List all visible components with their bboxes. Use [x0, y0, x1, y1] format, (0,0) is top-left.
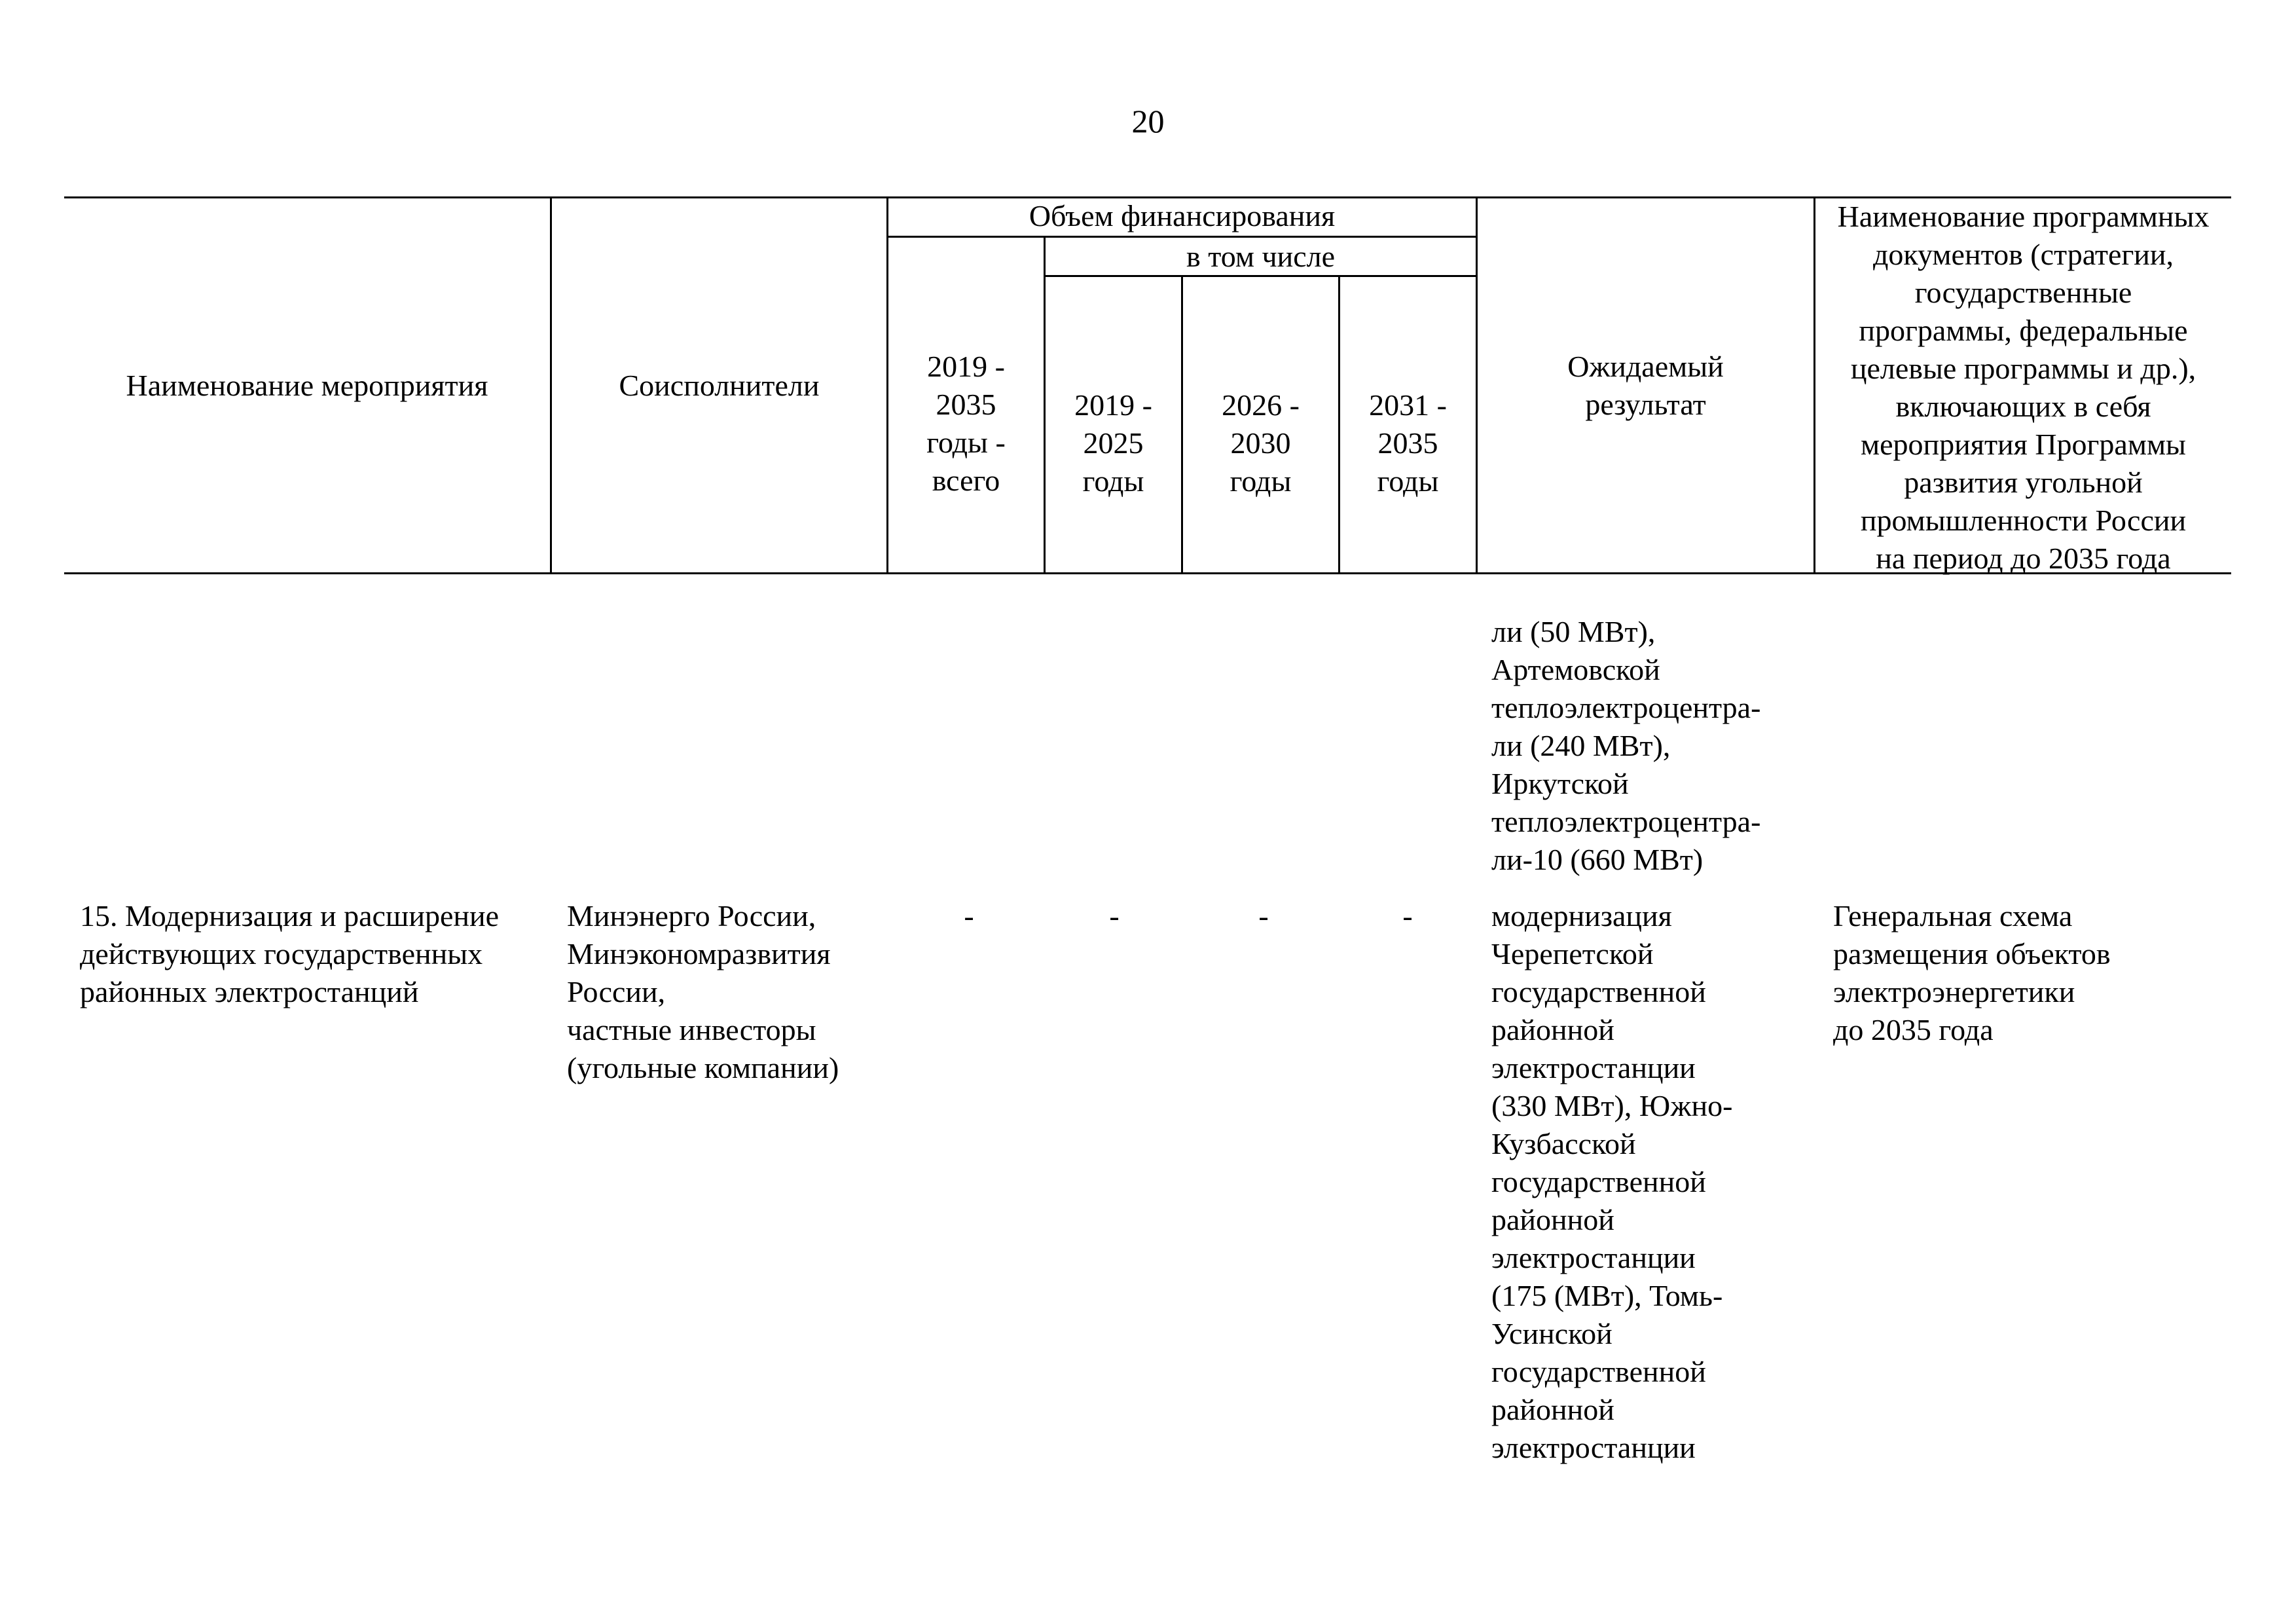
- header-program-docs-line: государственные: [1914, 276, 2132, 309]
- table-cell-line: до 2035 года: [1833, 1013, 1994, 1046]
- table-cell-line: 15. Модернизация и расширение: [80, 899, 500, 932]
- header-2031-2035-line: 2035: [1377, 426, 1438, 460]
- table-cell-line: районных электростанций: [80, 975, 419, 1008]
- table-cell-line: государственной: [1491, 1355, 1706, 1388]
- header-coexecutors-text: Соисполнители: [619, 368, 820, 402]
- table-cell-line: Усинской: [1491, 1317, 1613, 1350]
- row15-event-name: [80, 897, 551, 1011]
- header-program-docs-line: мероприятия Программы: [1861, 428, 2186, 461]
- table-cell-line: модернизация: [1491, 899, 1672, 932]
- table-cell-line: ли (240 МВт),: [1491, 729, 1671, 762]
- header-program-docs-line: документов (стратегии,: [1872, 238, 2174, 271]
- table-cell-line: государственной: [1491, 975, 1706, 1008]
- header-2031-2035-line: 2031 -: [1369, 388, 1447, 422]
- page-number: 20: [1131, 103, 1165, 139]
- table-cell-line: размещения объектов: [1833, 937, 2111, 970]
- header-expected-result-line: результат: [1585, 387, 1706, 421]
- header-program-docs-line: развития угольной: [1904, 466, 2143, 499]
- header-2019-2025-line: 2019 -: [1074, 388, 1152, 422]
- header-2019-2025-line: 2025: [1083, 426, 1144, 460]
- header-2026-2030: [1183, 314, 1338, 572]
- header-total-line: всего: [932, 464, 1000, 497]
- header-including-group-text: в том числе: [1186, 239, 1335, 273]
- table-cell-line: ли-10 (660 МВт): [1491, 843, 1704, 876]
- table-cell-line: Черепетской: [1491, 937, 1654, 970]
- header-funding-group: [888, 196, 1476, 236]
- table-cell-line: электростанции: [1491, 1241, 1696, 1274]
- header-program-docs: [1815, 198, 2231, 578]
- table-cell-line: (175 (МВт), Томь-: [1491, 1279, 1723, 1312]
- header-including-group: [1046, 238, 1476, 275]
- table-cell-line: Минэнерго России,: [567, 899, 816, 932]
- header-2026-2030-line: 2030: [1230, 426, 1291, 460]
- table-cell-line: Минэкономразвития: [567, 937, 831, 970]
- row15-2019-2025: -: [1109, 899, 1120, 932]
- table-cell-line: районной: [1491, 1203, 1614, 1236]
- header-total: [888, 275, 1044, 572]
- table-cell-line: Иркутской: [1491, 767, 1629, 800]
- row15-program-docs: [1833, 897, 2226, 1049]
- table-cell-line: Кузбасской: [1491, 1127, 1636, 1160]
- header-expected-result-line: Ожидаемый: [1567, 349, 1724, 383]
- header-total-line: 2019 -: [927, 350, 1005, 383]
- table-cell-line: Артемовской: [1491, 653, 1660, 686]
- row15-coexecutors: [567, 897, 886, 1087]
- continuation-expected-result: [1491, 613, 1812, 879]
- header-expected-result: [1478, 198, 1813, 572]
- table-cell-line: России,: [567, 975, 666, 1008]
- header-program-docs-line: промышленности России: [1860, 504, 2187, 537]
- row15-2026-2030: -: [1258, 899, 1269, 932]
- header-2031-2035-line: годы: [1377, 464, 1439, 498]
- header-event-name: [64, 198, 550, 572]
- table-cell-line: Генеральная схема: [1833, 899, 2073, 932]
- table-cell-line: электростанции: [1491, 1051, 1696, 1084]
- header-program-docs-line: программы, федеральные: [1859, 314, 2188, 347]
- header-program-docs-line: целевые программы и др.),: [1850, 352, 2196, 385]
- header-funding-group-text: Объем финансирования: [1029, 199, 1336, 232]
- header-event-name-text: Наименование мероприятия: [126, 368, 488, 402]
- header-2031-2035: [1340, 314, 1476, 572]
- header-program-docs-line: на период до 2035 года: [1876, 542, 2171, 575]
- header-total-line: 2035: [936, 388, 996, 421]
- header-2019-2025-line: годы: [1082, 464, 1144, 498]
- table-cell-line: ли (50 МВт),: [1491, 615, 1656, 648]
- table-cell-line: электроэнергетики: [1833, 975, 2075, 1008]
- header-program-docs-line: включающих в себя: [1895, 390, 2151, 423]
- table-cell-line: электростанции: [1491, 1431, 1696, 1464]
- table-cell-line: государственной: [1491, 1165, 1706, 1198]
- table-cell-line: районной: [1491, 1013, 1614, 1046]
- row15-2031-2035: -: [1402, 899, 1413, 932]
- table-cell-line: теплоэлектроцентра-: [1491, 805, 1761, 838]
- header-2019-2025: [1046, 314, 1181, 572]
- header-coexecutors: [552, 198, 886, 572]
- header-total-line: годы -: [926, 426, 1006, 459]
- table-cell-line: районной: [1491, 1393, 1614, 1426]
- row15-total: -: [964, 899, 974, 932]
- table-cell-line: действующих государственных: [80, 937, 483, 970]
- table-cell-line: теплоэлектроцентра-: [1491, 691, 1761, 724]
- table-cell-line: (угольные компании): [567, 1051, 839, 1084]
- header-2026-2030-line: 2026 -: [1222, 388, 1300, 422]
- header-program-docs-line: Наименование программных: [1837, 200, 2210, 233]
- table-cell-line: (330 МВт), Южно-: [1491, 1089, 1733, 1122]
- header-2026-2030-line: годы: [1230, 464, 1292, 498]
- row15-expected-result: [1491, 897, 1812, 1467]
- table-cell-line: частные инвесторы: [567, 1013, 816, 1046]
